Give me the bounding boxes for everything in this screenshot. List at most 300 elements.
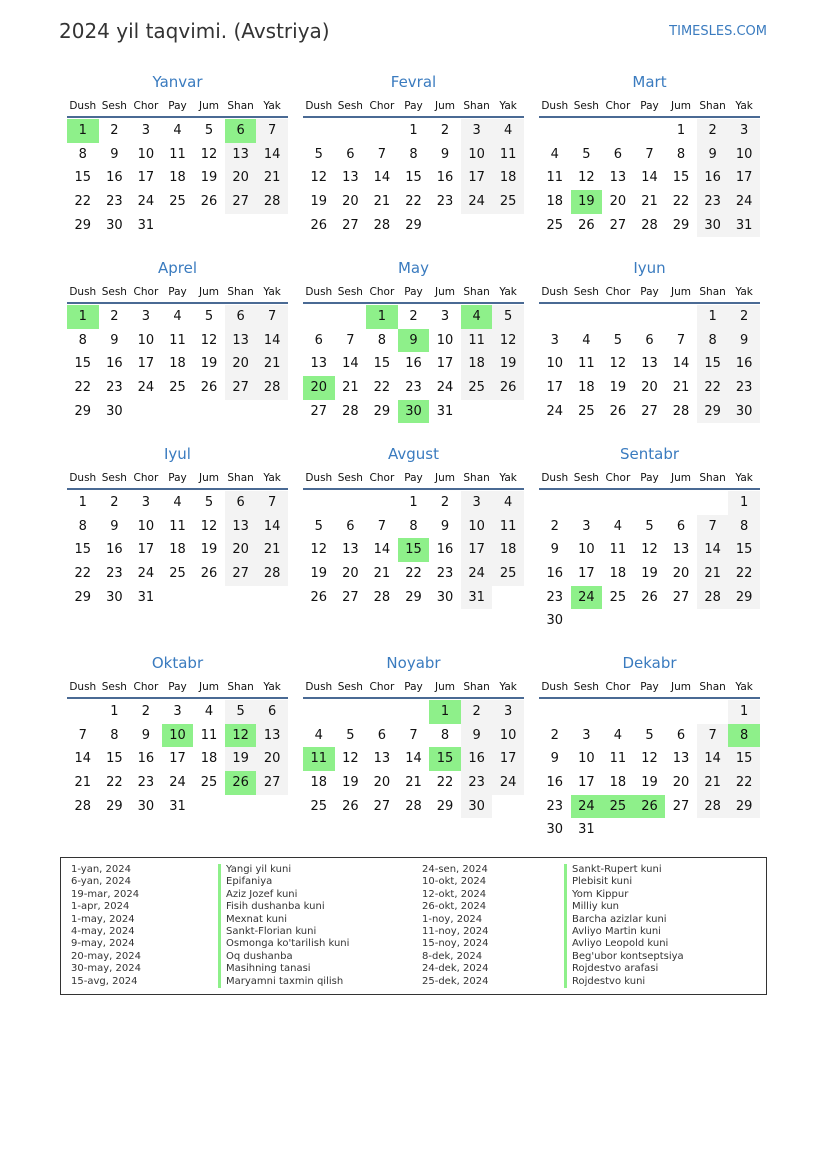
day[interactable]: 5 bbox=[613, 332, 623, 348]
day[interactable]: 8 bbox=[697, 329, 729, 353]
day[interactable]: 17 bbox=[492, 747, 524, 771]
day[interactable]: 21 bbox=[405, 775, 422, 791]
day[interactable]: 2 bbox=[550, 727, 559, 743]
day[interactable]: 16 bbox=[436, 542, 454, 558]
day[interactable]: 11 bbox=[609, 542, 627, 558]
day[interactable]: 27 bbox=[672, 798, 690, 814]
day[interactable]: 30 bbox=[728, 400, 760, 424]
day[interactable]: 20 bbox=[672, 566, 690, 582]
day[interactable]: 16 bbox=[106, 356, 123, 372]
day[interactable]: 7 bbox=[78, 727, 87, 743]
day[interactable]: 18 bbox=[169, 170, 186, 186]
day[interactable]: 11 bbox=[169, 332, 186, 348]
holiday-day[interactable]: 1 bbox=[366, 305, 398, 329]
day[interactable]: 21 bbox=[373, 194, 391, 210]
day[interactable]: 7 bbox=[377, 518, 387, 534]
day[interactable]: 2 bbox=[110, 495, 119, 510]
day[interactable]: 21 bbox=[697, 562, 729, 586]
day[interactable]: 28 bbox=[256, 190, 288, 214]
holiday-day[interactable]: 12 bbox=[225, 724, 257, 748]
day[interactable]: 24 bbox=[137, 380, 155, 396]
day[interactable]: 27 bbox=[609, 217, 627, 233]
day[interactable]: 1 bbox=[409, 123, 418, 138]
day[interactable]: 18 bbox=[492, 166, 524, 190]
day[interactable]: 29 bbox=[728, 586, 760, 610]
day[interactable]: 11 bbox=[169, 518, 186, 534]
day[interactable]: 23 bbox=[436, 194, 454, 210]
day[interactable]: 5 bbox=[204, 309, 214, 324]
day[interactable]: 4 bbox=[204, 704, 214, 719]
holiday-day[interactable]: 25 bbox=[602, 795, 634, 819]
day[interactable]: 16 bbox=[546, 775, 564, 791]
day[interactable]: 30 bbox=[106, 589, 123, 605]
day[interactable]: 25 bbox=[169, 380, 186, 396]
day[interactable]: 16 bbox=[461, 747, 493, 771]
day[interactable]: 5 bbox=[204, 495, 214, 510]
holiday-day[interactable]: 30 bbox=[398, 400, 430, 424]
day[interactable]: 12 bbox=[342, 751, 359, 767]
day[interactable]: 24 bbox=[728, 190, 760, 214]
day[interactable]: 14 bbox=[256, 329, 288, 353]
day[interactable]: 6 bbox=[676, 727, 686, 743]
day[interactable]: 23 bbox=[137, 775, 155, 791]
day[interactable]: 15 bbox=[106, 751, 123, 767]
day[interactable]: 5 bbox=[314, 146, 323, 162]
day[interactable]: 3 bbox=[728, 119, 760, 143]
day[interactable]: 29 bbox=[74, 589, 92, 605]
day[interactable]: 21 bbox=[373, 566, 391, 582]
day[interactable]: 4 bbox=[492, 119, 524, 143]
day[interactable]: 11 bbox=[578, 356, 595, 372]
day[interactable]: 14 bbox=[672, 356, 690, 372]
day[interactable]: 1 bbox=[697, 305, 729, 329]
day[interactable]: 12 bbox=[200, 332, 218, 348]
day[interactable]: 26 bbox=[492, 376, 524, 400]
day[interactable]: 7 bbox=[377, 146, 387, 162]
day[interactable]: 19 bbox=[200, 170, 218, 186]
day[interactable]: 25 bbox=[546, 217, 564, 233]
day[interactable]: 31 bbox=[578, 822, 595, 838]
day[interactable]: 15 bbox=[74, 542, 92, 558]
holiday-day[interactable]: 1 bbox=[67, 119, 99, 143]
holiday-day[interactable]: 1 bbox=[67, 305, 99, 329]
day[interactable]: 30 bbox=[461, 795, 493, 819]
day[interactable]: 12 bbox=[310, 542, 328, 558]
day[interactable]: 17 bbox=[436, 356, 454, 372]
day[interactable]: 23 bbox=[546, 798, 564, 814]
day[interactable]: 13 bbox=[672, 751, 690, 767]
day[interactable]: 17 bbox=[461, 166, 493, 190]
day[interactable]: 20 bbox=[225, 538, 257, 562]
day[interactable]: 22 bbox=[106, 775, 123, 791]
day[interactable]: 16 bbox=[106, 170, 123, 186]
day[interactable]: 30 bbox=[436, 589, 454, 605]
day[interactable]: 10 bbox=[728, 143, 760, 167]
day[interactable]: 5 bbox=[582, 146, 591, 162]
day[interactable]: 10 bbox=[461, 515, 493, 539]
day[interactable]: 14 bbox=[697, 747, 729, 771]
day[interactable]: 31 bbox=[436, 403, 454, 419]
day[interactable]: 28 bbox=[256, 562, 288, 586]
day[interactable]: 13 bbox=[342, 542, 359, 558]
day[interactable]: 7 bbox=[697, 724, 729, 748]
day[interactable]: 7 bbox=[409, 727, 418, 743]
day[interactable]: 27 bbox=[342, 217, 359, 233]
day[interactable]: 17 bbox=[578, 566, 595, 582]
day[interactable]: 27 bbox=[641, 403, 658, 419]
day[interactable]: 8 bbox=[78, 146, 87, 162]
day[interactable]: 7 bbox=[256, 491, 288, 515]
day[interactable]: 3 bbox=[141, 495, 151, 510]
day[interactable]: 13 bbox=[342, 170, 359, 186]
day[interactable]: 2 bbox=[728, 305, 760, 329]
day[interactable]: 22 bbox=[728, 771, 760, 795]
day[interactable]: 20 bbox=[225, 166, 257, 190]
day[interactable]: 26 bbox=[609, 403, 627, 419]
day[interactable]: 5 bbox=[645, 727, 654, 743]
day[interactable]: 8 bbox=[110, 727, 119, 743]
day[interactable]: 3 bbox=[461, 491, 493, 515]
day[interactable]: 30 bbox=[137, 798, 155, 814]
day[interactable]: 7 bbox=[676, 332, 686, 348]
day[interactable]: 1 bbox=[728, 491, 760, 515]
day[interactable]: 16 bbox=[137, 751, 155, 767]
day[interactable]: 11 bbox=[169, 146, 186, 162]
day[interactable]: 19 bbox=[342, 775, 359, 791]
day[interactable]: 25 bbox=[492, 562, 524, 586]
holiday-day[interactable]: 4 bbox=[461, 305, 493, 329]
day[interactable]: 2 bbox=[697, 119, 729, 143]
holiday-day[interactable]: 8 bbox=[728, 724, 760, 748]
day[interactable]: 3 bbox=[141, 309, 151, 324]
holiday-day[interactable]: 15 bbox=[429, 747, 461, 771]
day[interactable]: 4 bbox=[613, 518, 623, 534]
day[interactable]: 28 bbox=[405, 798, 422, 814]
day[interactable]: 15 bbox=[697, 352, 729, 376]
day[interactable]: 20 bbox=[609, 194, 627, 210]
day[interactable]: 26 bbox=[342, 798, 359, 814]
day[interactable]: 7 bbox=[256, 119, 288, 143]
day[interactable]: 3 bbox=[141, 123, 151, 138]
day[interactable]: 26 bbox=[578, 217, 595, 233]
day[interactable]: 9 bbox=[440, 146, 450, 162]
day[interactable]: 31 bbox=[137, 589, 155, 605]
day[interactable]: 18 bbox=[169, 356, 186, 372]
day[interactable]: 6 bbox=[645, 332, 654, 348]
day[interactable]: 5 bbox=[314, 518, 323, 534]
day[interactable]: 20 bbox=[641, 380, 658, 396]
day[interactable]: 29 bbox=[373, 403, 391, 419]
day[interactable]: 10 bbox=[578, 542, 595, 558]
day[interactable]: 18 bbox=[578, 380, 595, 396]
day[interactable]: 14 bbox=[405, 751, 422, 767]
day[interactable]: 17 bbox=[137, 542, 155, 558]
day[interactable]: 30 bbox=[546, 822, 564, 838]
holiday-day[interactable]: 15 bbox=[398, 538, 430, 562]
day[interactable]: 6 bbox=[256, 700, 288, 724]
day[interactable]: 6 bbox=[346, 146, 355, 162]
day[interactable]: 20 bbox=[225, 352, 257, 376]
day[interactable]: 6 bbox=[225, 491, 257, 515]
day[interactable]: 9 bbox=[728, 329, 760, 353]
day[interactable]: 28 bbox=[373, 589, 391, 605]
day[interactable]: 13 bbox=[641, 356, 658, 372]
day[interactable]: 20 bbox=[373, 775, 391, 791]
day[interactable]: 14 bbox=[256, 143, 288, 167]
day[interactable]: 23 bbox=[461, 771, 493, 795]
day[interactable]: 21 bbox=[672, 380, 690, 396]
day[interactable]: 26 bbox=[200, 566, 218, 582]
day[interactable]: 1 bbox=[409, 495, 418, 510]
day[interactable]: 18 bbox=[492, 538, 524, 562]
day[interactable]: 25 bbox=[200, 775, 218, 791]
day[interactable]: 13 bbox=[672, 542, 690, 558]
holiday-day[interactable]: 20 bbox=[303, 376, 335, 400]
day[interactable]: 20 bbox=[342, 194, 359, 210]
day[interactable]: 30 bbox=[546, 613, 564, 629]
day[interactable]: 29 bbox=[728, 795, 760, 819]
day[interactable]: 2 bbox=[440, 123, 450, 138]
day[interactable]: 20 bbox=[672, 775, 690, 791]
day[interactable]: 3 bbox=[492, 700, 524, 724]
day[interactable]: 15 bbox=[74, 170, 92, 186]
day[interactable]: 31 bbox=[461, 586, 493, 610]
day[interactable]: 21 bbox=[256, 538, 288, 562]
day[interactable]: 19 bbox=[641, 566, 658, 582]
day[interactable]: 27 bbox=[310, 403, 328, 419]
day[interactable]: 22 bbox=[405, 194, 422, 210]
day[interactable]: 9 bbox=[461, 724, 493, 748]
day[interactable]: 22 bbox=[436, 775, 454, 791]
day[interactable]: 3 bbox=[582, 727, 591, 743]
day[interactable]: 25 bbox=[578, 403, 595, 419]
holiday-day[interactable]: 10 bbox=[162, 724, 194, 748]
day[interactable]: 15 bbox=[728, 747, 760, 771]
day[interactable]: 8 bbox=[409, 146, 418, 162]
day[interactable]: 16 bbox=[546, 566, 564, 582]
day[interactable]: 19 bbox=[609, 380, 627, 396]
day[interactable]: 28 bbox=[342, 403, 359, 419]
day[interactable]: 18 bbox=[169, 542, 186, 558]
day[interactable]: 15 bbox=[405, 170, 422, 186]
day[interactable]: 16 bbox=[405, 356, 422, 372]
day[interactable]: 2 bbox=[409, 309, 418, 324]
day[interactable]: 8 bbox=[78, 332, 87, 348]
day[interactable]: 23 bbox=[728, 376, 760, 400]
day[interactable]: 8 bbox=[728, 515, 760, 539]
day[interactable]: 19 bbox=[310, 194, 328, 210]
day[interactable]: 22 bbox=[672, 194, 690, 210]
day[interactable]: 4 bbox=[582, 332, 591, 348]
day[interactable]: 20 bbox=[256, 747, 288, 771]
holiday-day[interactable]: 26 bbox=[634, 795, 666, 819]
day[interactable]: 23 bbox=[106, 566, 123, 582]
day[interactable]: 11 bbox=[200, 727, 218, 743]
day[interactable]: 19 bbox=[310, 566, 328, 582]
day[interactable]: 22 bbox=[373, 380, 391, 396]
day[interactable]: 13 bbox=[256, 724, 288, 748]
brand-link[interactable]: TIMESLES.COM bbox=[669, 24, 767, 39]
day[interactable]: 18 bbox=[609, 775, 627, 791]
day[interactable]: 28 bbox=[641, 217, 658, 233]
day[interactable]: 19 bbox=[492, 352, 524, 376]
day[interactable]: 10 bbox=[546, 356, 564, 372]
holiday-day[interactable]: 11 bbox=[303, 747, 335, 771]
day[interactable]: 10 bbox=[492, 724, 524, 748]
day[interactable]: 27 bbox=[256, 771, 288, 795]
day[interactable]: 6 bbox=[314, 332, 323, 348]
day[interactable]: 13 bbox=[310, 356, 328, 372]
day[interactable]: 1 bbox=[676, 123, 686, 138]
day[interactable]: 7 bbox=[697, 515, 729, 539]
day[interactable]: 21 bbox=[641, 194, 658, 210]
day[interactable]: 29 bbox=[672, 217, 690, 233]
day[interactable]: 17 bbox=[546, 380, 564, 396]
day[interactable]: 14 bbox=[373, 170, 391, 186]
day[interactable]: 8 bbox=[440, 727, 450, 743]
day[interactable]: 20 bbox=[342, 566, 359, 582]
day[interactable]: 31 bbox=[728, 214, 760, 238]
day[interactable]: 4 bbox=[492, 491, 524, 515]
day[interactable]: 24 bbox=[169, 775, 186, 791]
day[interactable]: 12 bbox=[200, 146, 218, 162]
day[interactable]: 24 bbox=[137, 194, 155, 210]
day[interactable]: 18 bbox=[609, 566, 627, 582]
day[interactable]: 29 bbox=[106, 798, 123, 814]
day[interactable]: 18 bbox=[546, 194, 564, 210]
day[interactable]: 12 bbox=[200, 518, 218, 534]
day[interactable]: 18 bbox=[461, 352, 493, 376]
day[interactable]: 3 bbox=[550, 332, 559, 348]
day[interactable]: 10 bbox=[436, 332, 454, 348]
day[interactable]: 14 bbox=[373, 542, 391, 558]
day[interactable]: 5 bbox=[225, 700, 257, 724]
day[interactable]: 14 bbox=[641, 170, 658, 186]
day[interactable]: 9 bbox=[110, 332, 119, 348]
day[interactable]: 14 bbox=[697, 538, 729, 562]
day[interactable]: 3 bbox=[582, 518, 591, 534]
holiday-day[interactable]: 24 bbox=[571, 586, 603, 610]
day[interactable]: 11 bbox=[492, 143, 524, 167]
day[interactable]: 6 bbox=[613, 146, 623, 162]
day[interactable]: 26 bbox=[641, 589, 658, 605]
day[interactable]: 4 bbox=[613, 727, 623, 743]
day[interactable]: 18 bbox=[200, 751, 218, 767]
day[interactable]: 19 bbox=[200, 542, 218, 558]
day[interactable]: 23 bbox=[697, 190, 729, 214]
day[interactable]: 13 bbox=[225, 515, 257, 539]
day[interactable]: 28 bbox=[672, 403, 690, 419]
day[interactable]: 29 bbox=[436, 798, 454, 814]
day[interactable]: 21 bbox=[697, 771, 729, 795]
day[interactable]: 2 bbox=[141, 704, 151, 719]
day[interactable]: 27 bbox=[225, 562, 257, 586]
day[interactable]: 2 bbox=[461, 700, 493, 724]
day[interactable]: 8 bbox=[78, 518, 87, 534]
day[interactable]: 11 bbox=[492, 515, 524, 539]
day[interactable]: 30 bbox=[106, 403, 123, 419]
day[interactable]: 18 bbox=[310, 775, 328, 791]
day[interactable]: 6 bbox=[225, 305, 257, 329]
day[interactable]: 4 bbox=[550, 146, 559, 162]
day[interactable]: 5 bbox=[645, 518, 654, 534]
day[interactable]: 25 bbox=[169, 194, 186, 210]
day[interactable]: 15 bbox=[672, 170, 690, 186]
day[interactable]: 14 bbox=[342, 356, 359, 372]
day[interactable]: 11 bbox=[609, 751, 627, 767]
day[interactable]: 25 bbox=[461, 376, 493, 400]
day[interactable]: 27 bbox=[225, 190, 257, 214]
day[interactable]: 22 bbox=[74, 194, 92, 210]
day[interactable]: 10 bbox=[578, 751, 595, 767]
day[interactable]: 24 bbox=[461, 562, 493, 586]
day[interactable]: 17 bbox=[728, 166, 760, 190]
day[interactable]: 17 bbox=[137, 356, 155, 372]
day[interactable]: 29 bbox=[405, 589, 422, 605]
day[interactable]: 12 bbox=[310, 170, 328, 186]
day[interactable]: 22 bbox=[74, 380, 92, 396]
day[interactable]: 12 bbox=[641, 751, 658, 767]
day[interactable]: 24 bbox=[436, 380, 454, 396]
day[interactable]: 16 bbox=[106, 542, 123, 558]
day[interactable]: 9 bbox=[440, 518, 450, 534]
day[interactable]: 9 bbox=[697, 143, 729, 167]
day[interactable]: 26 bbox=[310, 589, 328, 605]
day[interactable]: 29 bbox=[697, 400, 729, 424]
day[interactable]: 8 bbox=[377, 332, 387, 348]
day[interactable]: 14 bbox=[256, 515, 288, 539]
day[interactable]: 13 bbox=[609, 170, 627, 186]
day[interactable]: 27 bbox=[225, 376, 257, 400]
day[interactable]: 7 bbox=[645, 146, 654, 162]
day[interactable]: 9 bbox=[550, 751, 559, 767]
day[interactable]: 10 bbox=[461, 143, 493, 167]
day[interactable]: 2 bbox=[550, 518, 559, 534]
day[interactable]: 4 bbox=[173, 309, 182, 324]
day[interactable]: 23 bbox=[546, 589, 564, 605]
day[interactable]: 10 bbox=[137, 518, 155, 534]
day[interactable]: 6 bbox=[377, 727, 387, 743]
day[interactable]: 11 bbox=[461, 329, 493, 353]
day[interactable]: 21 bbox=[342, 380, 359, 396]
day[interactable]: 1 bbox=[78, 495, 87, 510]
day[interactable]: 10 bbox=[137, 146, 155, 162]
day[interactable]: 16 bbox=[436, 170, 454, 186]
day[interactable]: 10 bbox=[137, 332, 155, 348]
day[interactable]: 2 bbox=[110, 309, 119, 324]
day[interactable]: 15 bbox=[74, 356, 92, 372]
day[interactable]: 12 bbox=[609, 356, 627, 372]
day[interactable]: 15 bbox=[373, 356, 391, 372]
day[interactable]: 24 bbox=[137, 566, 155, 582]
day[interactable]: 9 bbox=[110, 518, 119, 534]
day[interactable]: 25 bbox=[492, 190, 524, 214]
day[interactable]: 31 bbox=[169, 798, 186, 814]
day[interactable]: 9 bbox=[141, 727, 151, 743]
day[interactable]: 3 bbox=[173, 704, 182, 719]
day[interactable]: 12 bbox=[578, 170, 595, 186]
day[interactable]: 29 bbox=[74, 403, 92, 419]
day[interactable]: 5 bbox=[346, 727, 355, 743]
day[interactable]: 28 bbox=[697, 795, 729, 819]
day[interactable]: 15 bbox=[728, 538, 760, 562]
day[interactable]: 5 bbox=[492, 305, 524, 329]
day[interactable]: 9 bbox=[550, 542, 559, 558]
day[interactable]: 2 bbox=[110, 123, 119, 138]
day[interactable]: 25 bbox=[310, 798, 328, 814]
day[interactable]: 27 bbox=[373, 798, 391, 814]
day[interactable]: 12 bbox=[492, 329, 524, 353]
